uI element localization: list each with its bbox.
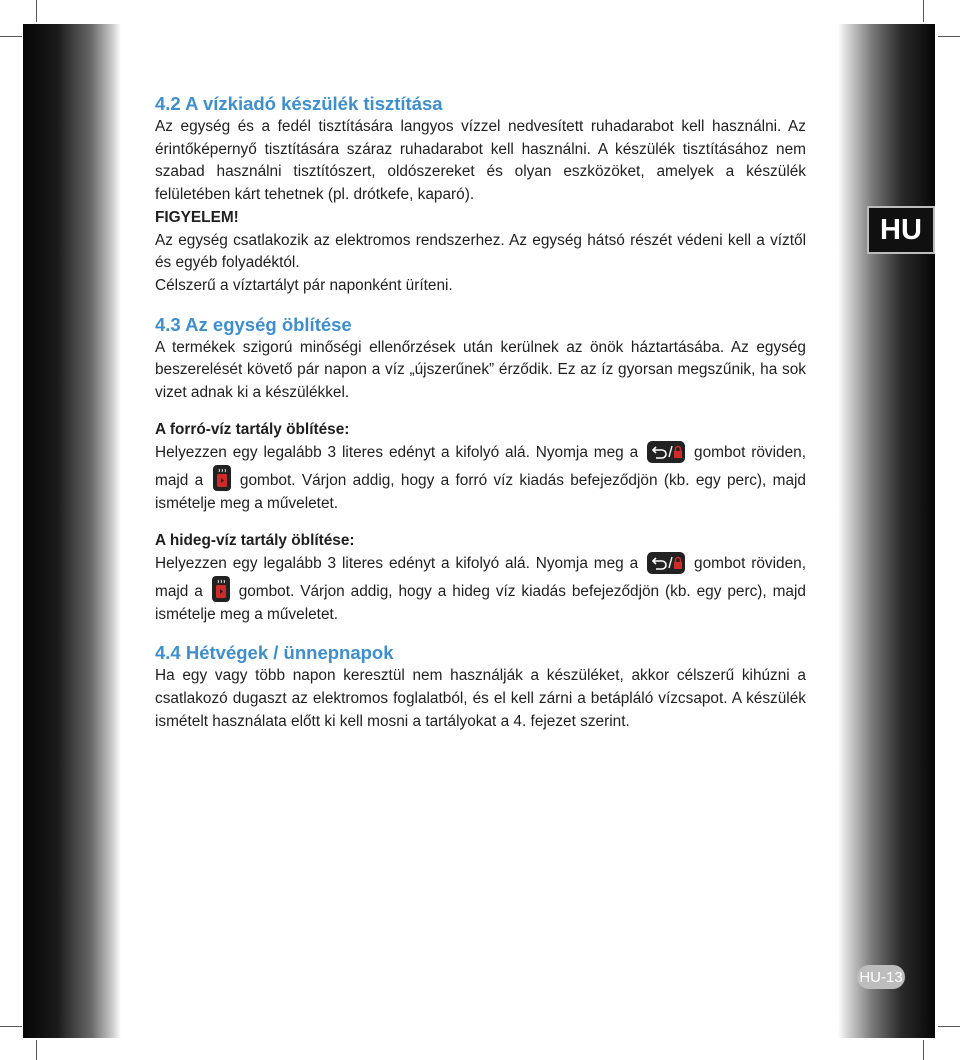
- page-number: HU-13: [857, 965, 905, 989]
- back-lock-icon: [647, 552, 685, 574]
- paragraph: Az egység és a fedél tisztítására langyos vízzel nedvesített ruhadarabot kell használni. Az érintőképernyő tisztítására száraz ruhadarabot kell használni. A készülék tisztításához nem szabad használni tisztítószert, oldószereket és olyan eszközöket, amelyek a készülék felületében kárt tehetnek (pl. drótkefe, kaparó).: [155, 118, 806, 204]
- warning-label: FIGYELEM!: [155, 208, 239, 226]
- left-decor-bar: [23, 24, 121, 1038]
- cold-rinse-instructions: Helyezzen egy legalább 3 literes edényt a kifolyó alá. Nyomja meg a gombot röviden, majd a gombot. Várjon addig, hogy a hideg víz kiadás befejeződjön (kb. egy perc), majd ismételje meg a műveletet.: [155, 552, 806, 626]
- hot-water-icon: [212, 576, 230, 602]
- hot-water-icon: [213, 465, 231, 491]
- paragraph: Az egység csatlakozik az elektromos rendszerhez. Az egység hátsó részét védeni kell a víztől és egyéb folyadéktól.: [155, 231, 806, 272]
- crop-mark: [36, 0, 37, 22]
- language-badge: HU: [867, 206, 935, 254]
- section-title-4-2: 4.2 A vízkiadó készülék tisztítása: [155, 93, 443, 114]
- paragraph: Ha egy vagy több napon keresztül nem használják a készüléket, akkor célszerű kihúzni a csatlakozó dugaszt az elektromos foglalatból, és el kell zárni a betápláló vízcsapot. A készülék ismételt használata előtt ki kell mosni a tartályokat a 4. fejezet szerint.: [155, 667, 806, 730]
- crop-mark: [0, 36, 22, 37]
- hot-rinse-heading: A forró-víz tartály öblítése:: [155, 420, 350, 438]
- crop-mark: [923, 1040, 924, 1060]
- cold-rinse-heading: A hideg-víz tartály öblítése:: [155, 531, 355, 549]
- crop-mark: [938, 1026, 960, 1027]
- section-title-4-4: 4.4 Hétvégek / ünnepnapok: [155, 642, 394, 664]
- crop-mark: [923, 0, 924, 22]
- crop-mark: [36, 1040, 37, 1060]
- crop-mark: [938, 36, 960, 37]
- page-content: [155, 92, 806, 733]
- section-title-4-3: 4.3 Az egység öblítése: [155, 313, 352, 335]
- hot-rinse-instructions: Helyezzen egy legalább 3 literes edényt a kifolyó alá. Nyomja meg a gombot röviden, majd a gombot. Várjon addig, hogy a forró víz kiadás befejeződjön (kb. egy perc), majd ismételje meg a műveletet.: [155, 441, 806, 515]
- crop-mark: [0, 1026, 22, 1027]
- paragraph: A termékek szigorú minőségi ellenőrzések után kerülnek az önök háztartásába. Az egység beszerelését követő pár napon a víz „újszerűnek” érződik. Ez az íz gyorsan megszűnik, ha sok vizet adnak ki a készülékkel.: [155, 338, 806, 402]
- right-decor-bar: [838, 24, 935, 1038]
- paragraph: Célszerű a víztartályt pár naponként üríteni.: [155, 276, 453, 294]
- back-lock-icon: [647, 441, 685, 463]
